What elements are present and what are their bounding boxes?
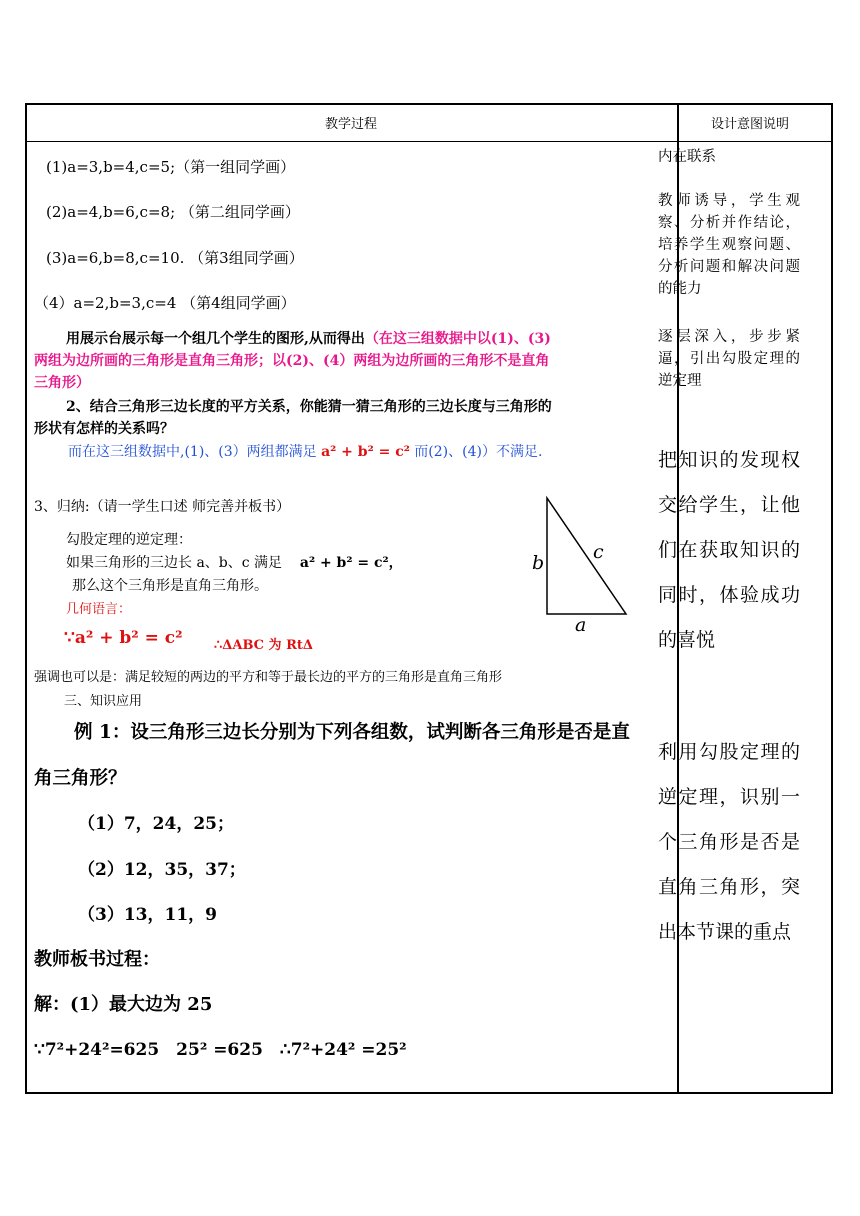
q2-line2: 形状有怎样的关系吗？ <box>34 421 174 437</box>
header-process: 教学过程 <box>325 117 378 132</box>
para1-line3: 三角形） <box>34 375 90 391</box>
case-2: (2)a=4,b=6,c=8; （第二组同学画） <box>46 203 300 221</box>
right-note-2: 教师诱导，学生观察、分析并作结论，培养学生观察问题、分析问题和解决问题的能力 <box>658 193 800 297</box>
triangle-shape <box>547 498 626 614</box>
board-title: 教师板书过程： <box>34 949 160 970</box>
example-line1: 例 1：设三角形三边长分别为下列各组数，试判断各三角形是否是直 <box>74 722 630 743</box>
right-note-5: 利用勾股定理的逆定理，识别一个三角形是否是直角三角形，突出本节课的重点 <box>658 741 800 943</box>
geo-label: 几何语言： <box>66 602 132 617</box>
geo-therefore: ∴ΔABC 为 RtΔ <box>214 638 313 653</box>
right-note-1: 内在联系 <box>658 149 716 165</box>
right-note-3: 逐层深入，步步紧逼，引出勾股定理的逆定理 <box>658 329 800 389</box>
label-c: c <box>593 541 604 563</box>
geo-because: ∵a² + b² = c² <box>64 628 183 648</box>
calc-line: ∵7²+24²=625 25² =625 ∴7²+24² =25² <box>34 1040 407 1060</box>
right-triangle-figure <box>525 490 640 635</box>
header-design: 设计意图说明 <box>711 117 790 132</box>
para1-lead: 用展示台展示每一个组几个学生的图形,从而得出（在这三组数据中以(1)、(3) <box>66 331 551 347</box>
solution-line: 解：(1）最大边为 25 <box>34 994 213 1015</box>
q2-line1: 2、结合三角形三边长度的平方关系，你能猜一猜三角形的三边长度与三角形的 <box>66 399 552 415</box>
label-b: b <box>532 552 545 574</box>
emphasis-note: 强调也可以是：满足较短的两边的平方和等于最长边的平方的三角形是直角三角形 <box>34 670 503 685</box>
theorem-title: 勾股定理的逆定理： <box>66 532 192 548</box>
theorem-line2: 那么这个三角形是直角三角形。 <box>72 578 268 594</box>
case-4: （4）a=2,b=3,c=4 （第4组同学画） <box>34 294 296 312</box>
theorem-line1: 如果三角形的三边长 a、b、c 满足 a² + b² = c²， <box>66 555 403 571</box>
para1-line2: 两组为边所画的三角形是直角三角形；以(2)、(4）两组为边所画的三角形不是直角 <box>34 353 550 369</box>
section-3-title: 三、知识应用 <box>64 694 143 709</box>
example-item-3: （3）13，11，9 <box>78 905 217 925</box>
example-item-2: （2）12，35，37； <box>78 860 246 880</box>
example-item-1: （1）7，24，25； <box>78 814 234 834</box>
case-1: (1)a=3,b=4,c=5;（第一组同学画） <box>46 158 296 176</box>
label-a: a <box>575 614 587 635</box>
right-note-4: 把知识的发现权交给学生，让他们在获取知识的同时，体验成功的喜悦 <box>658 449 800 651</box>
case-3: (3)a=6,b=8,c=10. （第3组同学画） <box>46 249 304 267</box>
blue-line: 而在这三组数据中,(1)、(3）两组都满足 a² + b² = c² 而(2)、(4)）不满足. <box>68 444 543 460</box>
summary-title: 3、归纳:（请一学生口述 师完善并板书） <box>34 499 291 515</box>
header-divider <box>27 141 831 142</box>
example-line2: 角三角形？ <box>34 768 127 789</box>
